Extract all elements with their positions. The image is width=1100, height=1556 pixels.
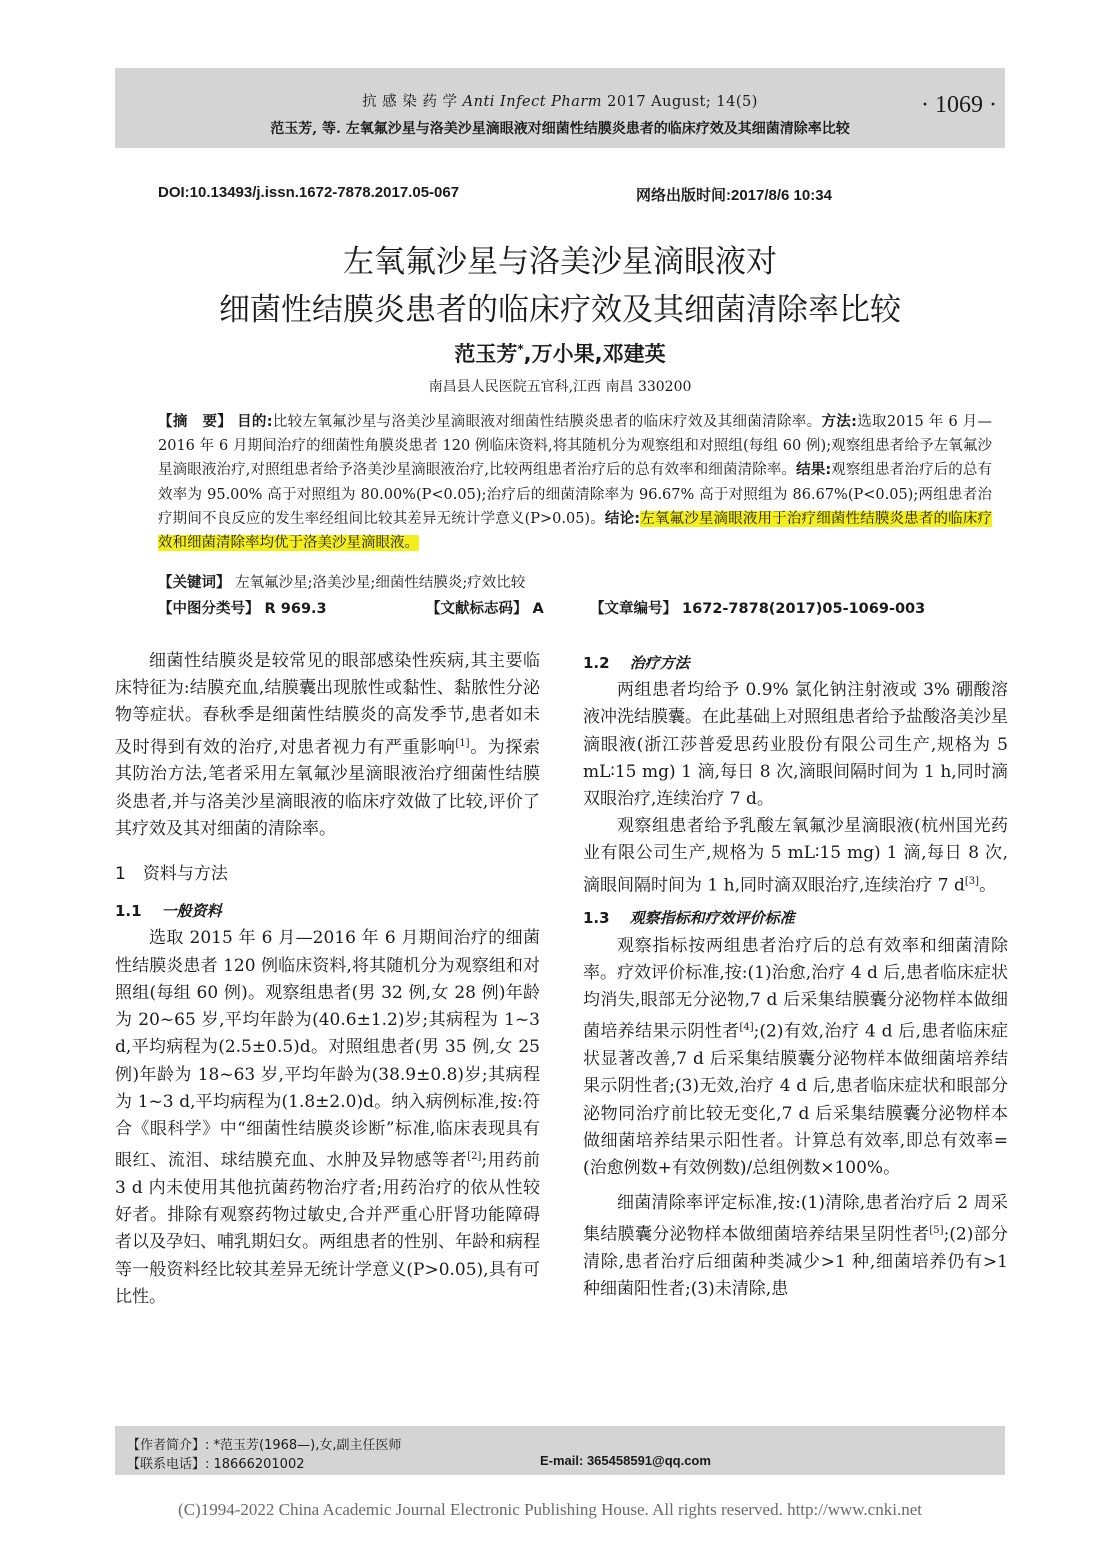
section-1-2-paragraph-2: 观察组患者给予乳酸左氧氟沙星滴眼液(杭州国光药业有限公司生产,规格为 5 mL∶15 mg) 1 滴,每日 8 次,滴眼间隔时间为 1 h,同时滴双眼治疗,连续治疗 7 d[3]。 xyxy=(583,816,1008,896)
section-1-1-paragraph: 选取 2015 年 6 月—2016 年 6 月期间治疗的细菌性结膜炎患者 120 例临床资料,将其随机分为观察组和对照组(每组 60 例)。观察组患者(男 32 例,女 28 例)年龄为 20~65 岁,平均年龄为(40.6±1.2)岁;其病程为 1~3 d,平均病程为(2.5±0.5)d。对照组患者(男 35 例,女 25 例)年龄为 18~63 岁,平均年龄为(38.9±0.8)岁;其病程为 1~3 d,平均病程为(1.8±2.0)d。纳入病例标准,按:符合《眼科学》中“细菌性结膜炎诊断”标准,临床表现具有眼红、流泪、球结膜充血、水肿及异物感等者[2];用药前 3 d 内未使用其他抗菌药物治疗者;用药治疗的依从性较好者。排除有观察药物过敏史,合并严重心肝肾功能障碍者以及孕妇、哺乳期妇女。两组患者的性别、年龄和病程等一般资料经比较其差异无统计学意义(P>0.05),具有可比性。 xyxy=(115,928,541,1307)
section-1-1-heading: 1.1 一般资料 xyxy=(115,902,222,921)
title-line-2: 细菌性结膜炎患者的临床疗效及其细菌清除率比较 xyxy=(219,292,901,328)
purpose-label: 目的: xyxy=(237,414,273,430)
section-1-heading: 1 资料与方法 xyxy=(115,864,228,885)
keywords xyxy=(158,571,992,592)
abstract-method: 选取2015 年 6 月—2016 年 6 月期间治疗的细菌性角膜炎患者 120 例临床资料,将其随机分为观察组和对照组(每组 60 例);观察组患者给予左氧氟沙星滴眼液治疗,对照组患者给予洛美沙星滴眼液治疗,比较两组患者治疗后的总有效率和细菌清除率。 xyxy=(158,414,992,479)
journal-header xyxy=(115,68,1005,148)
section-1-3-paragraph-1: 观察指标按两组患者治疗后的总有效率和细菌清除率。疗效评价标准,按:(1)治愈,治疗 4 d 后,患者临床症状均消失,眼部无分泌物,7 d 后采集结膜囊分泌物样本做细菌培养结果示阴性者[4];(2)有效,治疗 4 d 后,患者临床症状显著改善,7 d 后采集结膜囊分泌物样本做细菌培养结果示阴性者;(3)无效,治疗 4 d 后,患者临床症状和眼部分泌物同治疗前比较无变化,7 d 后采集结膜囊分泌物样本做细菌培养结果示阳性者。计算总有效率,即总有效率=(治愈例数+有效例数)/总组例数×100%。 xyxy=(583,935,1009,1178)
contact-phone: 【联系电话】: 18666201002 xyxy=(127,1457,305,1472)
running-title: 范玉芳, 等. 左氧氟沙星与洛美沙星滴眼液对细菌性结膜炎患者的临床疗效及其细菌清除率比较 xyxy=(270,121,850,137)
document-code: 【文献标志码】 A xyxy=(426,601,544,617)
publish-time: 网络出版时间:2017/8/6 10:34 xyxy=(636,187,832,204)
author-first: 范玉芳 xyxy=(454,342,518,366)
abstract xyxy=(158,410,992,555)
contact-email[interactable]: E-mail: 365458591@qq.com xyxy=(540,1453,711,1468)
author-list xyxy=(115,338,1005,368)
intro-paragraph: 细菌性结膜炎是较常见的眼部感染性疾病,其主要临床特征为:结膜充血,结膜囊出现脓性或黏性、黏脓性分泌物等症状。春秋季是细菌性结膜炎的高发季节,患者如未及时得到有效的治疗,对患者视力有严重影响[1]。为探索其防治方法,笔者采用左氧氟沙星滴眼液治疗细菌性结膜炎患者,并与洛美沙星滴眼液的临床疗效做了比较,评价了其疗效及其对细菌的清除率。 xyxy=(115,651,540,839)
doi[interactable]: DOI:10.13493/j.issn.1672-7878.2017.05-067 xyxy=(158,184,460,201)
conclusion-label: 结论: xyxy=(604,510,641,527)
journal-issue: 2017 August; 14(5) xyxy=(607,94,758,110)
citation-3[interactable]: [3] xyxy=(964,875,980,887)
page-number: · 1069 · xyxy=(921,92,997,118)
article-title xyxy=(115,238,1005,334)
right-column xyxy=(583,650,1008,1304)
affiliation: 南昌县人民医院五官科,江西 南昌 330200 xyxy=(428,379,692,395)
abstract-result: 观察组患者治疗后的总有效率为 95.00% 高于对照组为 80.00%(P<0.05);治疗后的细菌清除率为 96.67% 高于对照组为 86.67%(P<0.05);两组患者治疗期间不良反应的发生率经组间比较其差异无统计学意义(P>0.05)。 xyxy=(158,462,992,527)
keywords-label: 【关键词】 xyxy=(158,575,231,591)
citation-2[interactable]: [2] xyxy=(467,1151,482,1163)
copyright-notice: (C)1994-2022 China Academic Journal Electronic Publishing House. All rights reserved. http://www.cnki.net xyxy=(178,1500,922,1519)
doi-row xyxy=(158,184,918,208)
citation-1[interactable]: [1] xyxy=(455,737,470,749)
section-1-3-heading: 1.3 观察指标和疗效评价标准 xyxy=(583,909,795,928)
journal-info xyxy=(115,90,1005,111)
title-line-1: 左氧氟沙星与洛美沙星滴眼液对 xyxy=(343,244,777,280)
author-footer xyxy=(115,1426,1005,1475)
author-rest: ,万小果,邓建英 xyxy=(523,342,666,366)
journal-name-cn: 抗 感 染 药 学 xyxy=(362,94,458,110)
journal-name-en: Anti Infect Pharm xyxy=(462,94,603,110)
corresponding-mark: * xyxy=(517,342,524,356)
keywords-text: 左氧氟沙星;洛美沙星;细菌性结膜炎;疗效比较 xyxy=(235,575,526,591)
abstract-conclusion-highlighted[interactable]: 左氧氟沙星滴眼液用于治疗细菌性结膜炎患者的临床疗效和细菌清除率均优于洛美沙星滴眼液。 xyxy=(158,510,992,552)
section-1-2-heading: 1.2 治疗方法 xyxy=(583,654,690,672)
clc-number: 【中图分类号】 R 969.3 xyxy=(158,601,327,617)
left-column xyxy=(115,648,540,1311)
author-bio: 【作者简介】: *范玉芳(1968—),女,副主任医师 xyxy=(127,1438,402,1453)
citation-5[interactable]: [5] xyxy=(929,1225,944,1237)
classification-row xyxy=(158,597,992,621)
method-label: 方法: xyxy=(821,414,857,430)
section-1-3-paragraph-2: 细菌清除率评定标准,按:(1)清除,患者治疗后 2 周采集结膜囊分泌物样本做细菌培养结果呈阴性者[5];(2)部分清除,患者治疗后细菌种类减少>1 种,细菌培养仍有>1 种细菌阳性者;(3)未清除,患 xyxy=(583,1193,1009,1300)
citation-4[interactable]: [4] xyxy=(739,1022,754,1034)
section-1-2-paragraph-1: 两组患者均给予 0.9% 氯化钠注射液或 3% 硼酸溶液冲洗结膜囊。在此基础上对照组患者给予盐酸洛美沙星滴眼液(浙江莎普爱思药业股份有限公司生产,规格为 5 mL∶15 mg) 1 滴,每日 8 次,滴眼间隔时间为 1 h,同时滴双眼治疗,连续治疗 7 d。 xyxy=(583,680,1008,810)
abstract-label: 【摘 要】 xyxy=(158,414,233,430)
abstract-purpose: 比较左氧氟沙星与洛美沙星滴眼液对细菌性结膜炎患者的临床疗效及其细菌清除率。 xyxy=(272,414,822,430)
article-number: 【文章编号】 1672-7878(2017)05-1069-003 xyxy=(590,601,926,617)
result-label: 结果: xyxy=(796,462,832,479)
